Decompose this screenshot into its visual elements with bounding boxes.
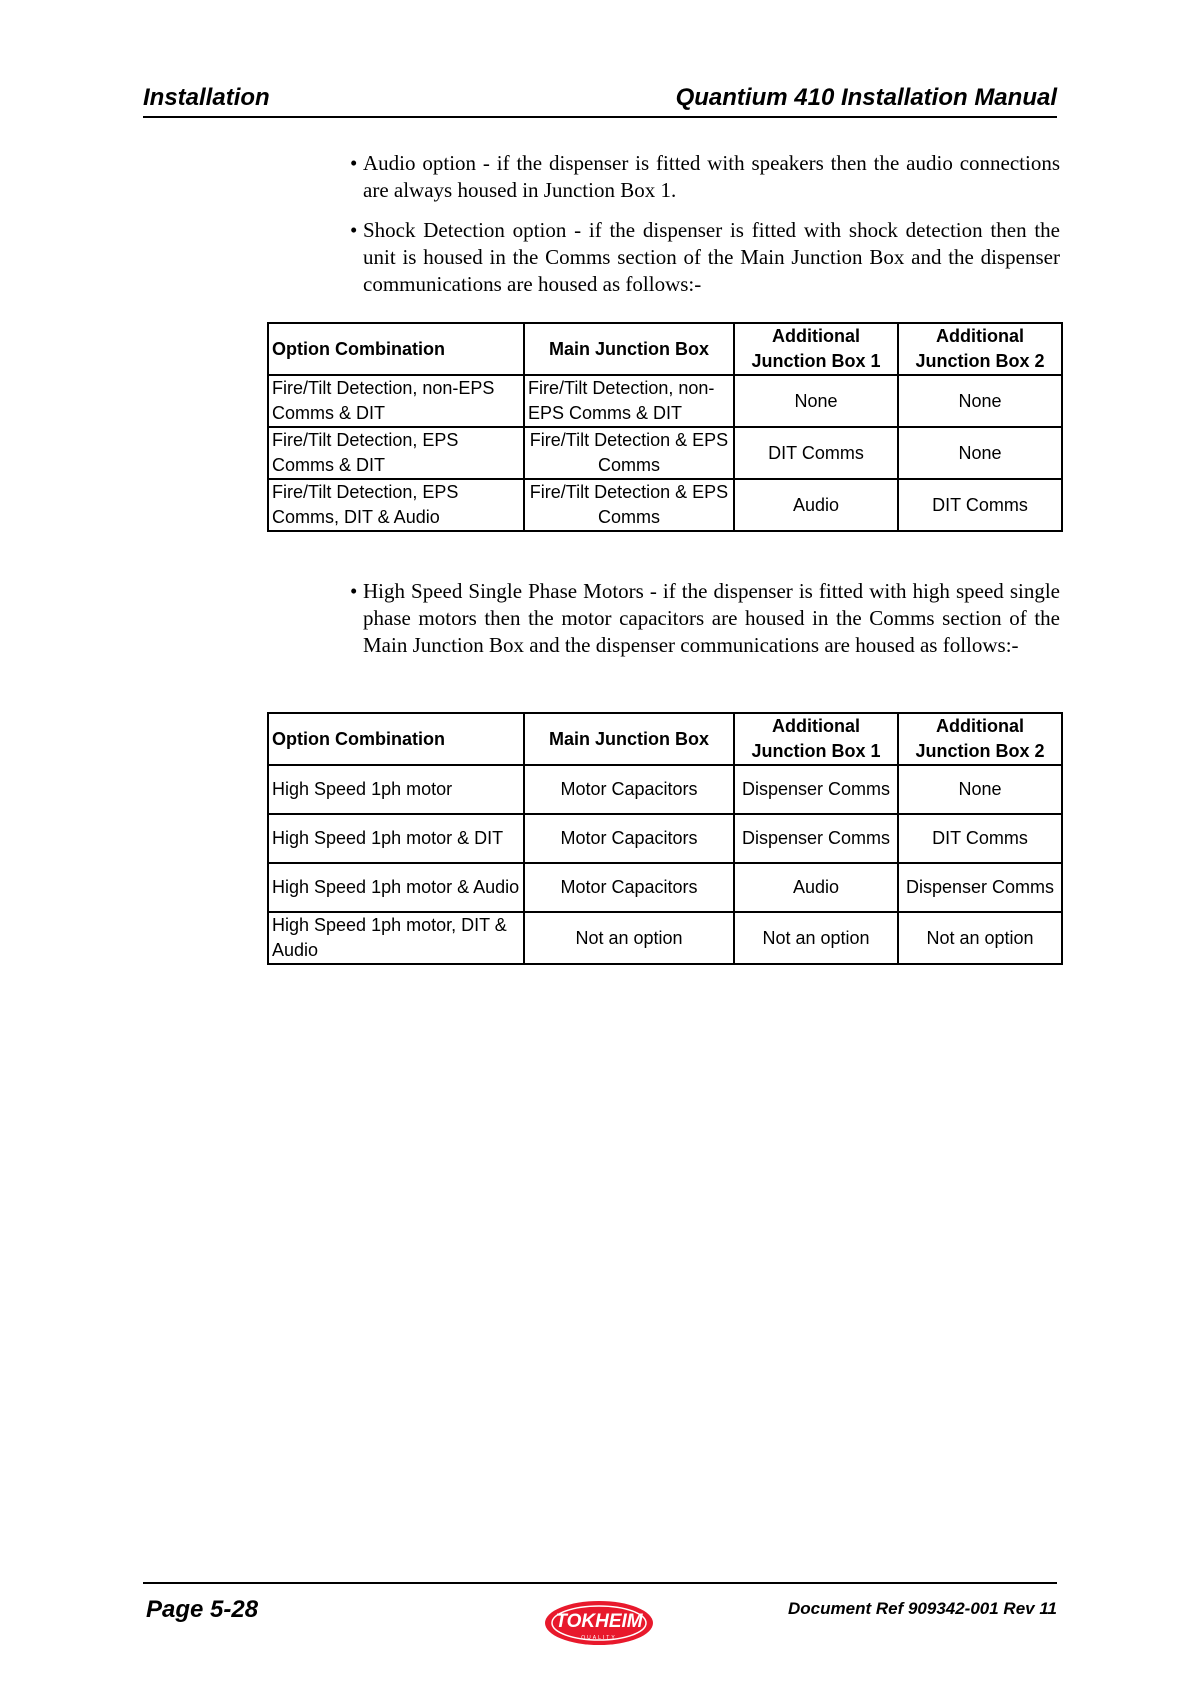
table-cell: Fire/Tilt Detection & EPS Comms bbox=[524, 479, 734, 531]
bullet-text: Shock Detection option - if the dispenser is fitted with shock detection then the unit is housed in the Comms section of the Main Junction Box and the dispenser communications are housed as follows:- bbox=[363, 218, 1060, 296]
bullet-text: Audio option - if the dispenser is fitted with speakers then the audio connections are always housed in Junction Box 1. bbox=[363, 151, 1060, 202]
table-cell: Not an option bbox=[734, 912, 898, 964]
bullet-shock-detection bbox=[350, 217, 1060, 298]
table-cell: Motor Capacitors bbox=[524, 814, 734, 863]
table-cell: Motor Capacitors bbox=[524, 863, 734, 912]
bullet-audio-option bbox=[350, 150, 1060, 204]
table-header-row bbox=[268, 713, 1062, 765]
table-cell: DIT Comms bbox=[898, 814, 1062, 863]
table-cell: None bbox=[734, 375, 898, 427]
table-cell: High Speed 1ph motor, DIT & Audio bbox=[268, 912, 524, 964]
table-cell: Audio bbox=[734, 863, 898, 912]
table-cell: Fire/Tilt Detection, non-EPS Comms & DIT bbox=[268, 375, 524, 427]
tokheim-logo-icon bbox=[543, 1596, 655, 1650]
bullet-icon: • bbox=[350, 579, 358, 603]
table-cell: Fire/Tilt Detection, EPS Comms, DIT & Audio bbox=[268, 479, 524, 531]
header-cell: Additional Junction Box 2 bbox=[898, 713, 1062, 765]
table-cell: Motor Capacitors bbox=[524, 765, 734, 814]
table-cell: Audio bbox=[734, 479, 898, 531]
table-cell: DIT Comms bbox=[898, 479, 1062, 531]
table-row bbox=[268, 765, 1062, 814]
table-row bbox=[268, 427, 1062, 479]
table-cell: Dispenser Comms bbox=[734, 765, 898, 814]
manual-title: Quantium 410 Installation Manual bbox=[675, 84, 1057, 111]
header-cell: Option Combination bbox=[268, 713, 524, 765]
table-row bbox=[268, 814, 1062, 863]
bullet-icon: • bbox=[350, 218, 358, 242]
table-cell: Dispenser Comms bbox=[734, 814, 898, 863]
table-cell: Not an option bbox=[898, 912, 1062, 964]
table-cell: High Speed 1ph motor bbox=[268, 765, 524, 814]
header-cell: Main Junction Box bbox=[524, 713, 734, 765]
header-cell: Additional Junction Box 1 bbox=[734, 713, 898, 765]
table-cell: None bbox=[898, 427, 1062, 479]
page-number: Page 5-28 bbox=[146, 1596, 259, 1623]
table-shock-detection bbox=[267, 322, 1063, 532]
header-cell: Additional Junction Box 2 bbox=[898, 323, 1062, 375]
section-title: Installation bbox=[143, 84, 270, 111]
table-cell: Dispenser Comms bbox=[898, 863, 1062, 912]
table-row bbox=[268, 375, 1062, 427]
table-cell: High Speed 1ph motor & Audio bbox=[268, 863, 524, 912]
page-footer bbox=[143, 1582, 1057, 1664]
table-cell: Not an option bbox=[524, 912, 734, 964]
table-row bbox=[268, 479, 1062, 531]
table-cell: None bbox=[898, 765, 1062, 814]
table-cell: High Speed 1ph motor & DIT bbox=[268, 814, 524, 863]
table-row bbox=[268, 912, 1062, 964]
table-cell: None bbox=[898, 375, 1062, 427]
table-cell: DIT Comms bbox=[734, 427, 898, 479]
header-cell: Main Junction Box bbox=[524, 323, 734, 375]
table-cell: Fire/Tilt Detection & EPS Comms bbox=[524, 427, 734, 479]
table-header-row bbox=[268, 323, 1062, 375]
table-row bbox=[268, 863, 1062, 912]
table-cell: Fire/Tilt Detection, EPS Comms & DIT bbox=[268, 427, 524, 479]
document-reference: Document Ref 909342-001 Rev 11 bbox=[788, 1599, 1057, 1618]
header-cell: Option Combination bbox=[268, 323, 524, 375]
bullet-high-speed-motors bbox=[350, 578, 1060, 659]
logo-subtext: QUALITY bbox=[581, 1635, 617, 1641]
bullet-text: High Speed Single Phase Motors - if the dispenser is fitted with high speed single phase motors then the motor capacitors are housed in the Comms section of the Main Junction Box and the dispenser communications are housed as follows:- bbox=[363, 579, 1060, 657]
table-cell: Fire/Tilt Detection, non-EPS Comms & DIT bbox=[524, 375, 734, 427]
header-cell: Additional Junction Box 1 bbox=[734, 323, 898, 375]
logo-text: TOKHEIM bbox=[555, 1611, 643, 1632]
page-header bbox=[143, 80, 1057, 118]
table-high-speed-motors bbox=[267, 712, 1063, 965]
bullet-icon: • bbox=[350, 151, 358, 175]
